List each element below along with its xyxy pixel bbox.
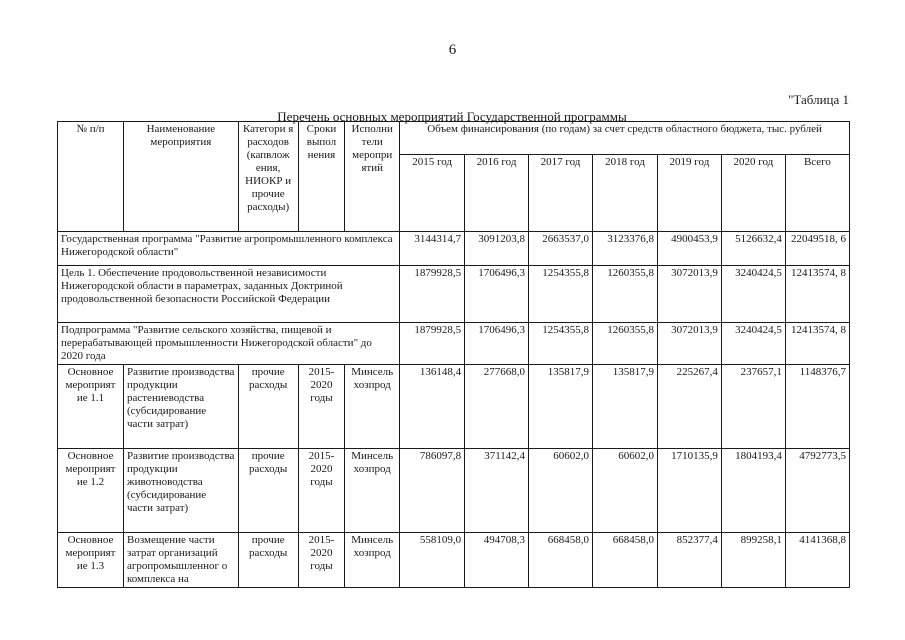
header-name: Наименование мероприятия — [123, 122, 238, 232]
value-2019: 852377,4 — [657, 533, 721, 588]
header-year-2017: 2017 год — [529, 155, 593, 232]
value-2020: 5126632,4 — [721, 232, 785, 266]
header-year-2018: 2018 год — [592, 155, 657, 232]
value-total: 22049518, 6 — [785, 232, 849, 266]
table-row — [58, 232, 850, 266]
value-2019: 4900453,9 — [657, 232, 721, 266]
value-2020: 3240424,5 — [721, 323, 785, 365]
value-2015: 1879928,5 — [400, 266, 465, 323]
value-2017: 668458,0 — [529, 533, 593, 588]
value-total: 4141368,8 — [785, 533, 849, 588]
value-2017: 2663537,0 — [529, 232, 593, 266]
page-number: 6 — [448, 42, 457, 58]
value-2018: 668458,0 — [592, 533, 657, 588]
value-2020: 3240424,5 — [721, 266, 785, 323]
value-total: 12413574, 8 — [785, 266, 849, 323]
value-2015: 1879928,5 — [400, 323, 465, 365]
value-2018: 60602,0 — [592, 449, 657, 533]
value-total: 1148376,7 — [785, 365, 849, 449]
table-label: "Таблица 1 — [788, 92, 849, 107]
activity-category: прочие расходы — [238, 533, 298, 588]
value-2020: 237657,1 — [721, 365, 785, 449]
program-title: Государственная программа "Развитие агропромышленного комплекса Нижегородской области" — [58, 232, 400, 266]
value-2016: 3091203,8 — [465, 232, 529, 266]
value-2019: 225267,4 — [657, 365, 721, 449]
goal-title: Цель 1. Обеспечение продовольственной независимости Нижегородской области в параметрах, заданных Доктриной продовольственной безопасности Российской Федерации — [58, 266, 400, 323]
activity-category: прочие расходы — [238, 365, 298, 449]
activity-term: 2015- 2020 годы — [298, 365, 345, 449]
activities-table — [57, 121, 850, 588]
table-caption: Перечень основных мероприятий Государственной программы — [277, 109, 627, 124]
value-2015: 786097,8 — [400, 449, 465, 533]
value-2019: 3072013,9 — [657, 266, 721, 323]
value-2017: 135817,9 — [529, 365, 593, 449]
value-2015: 558109,0 — [400, 533, 465, 588]
value-2015: 136148,4 — [400, 365, 465, 449]
activity-name: Возмещение части затрат организаций агропромышленног о комплекса на — [123, 533, 238, 588]
value-2015: 3144314,7 — [400, 232, 465, 266]
activity-name: Развитие производства продукции растениеводства (субсидирование части затрат) — [123, 365, 238, 449]
activity-category: прочие расходы — [238, 449, 298, 533]
activity-num: Основное мероприят ие 1.3 — [58, 533, 124, 588]
value-2016: 494708,3 — [465, 533, 529, 588]
value-total: 4792773,5 — [785, 449, 849, 533]
header-funding: Объем финансирования (по годам) за счет средств областного бюджета, тыс. рублей — [400, 122, 850, 155]
activity-executor: Минсель хозпрод — [345, 533, 400, 588]
header-num: № п/п — [58, 122, 124, 232]
value-2019: 1710135,9 — [657, 449, 721, 533]
value-2018: 1260355,8 — [592, 266, 657, 323]
activity-executor: Минсель хозпрод — [345, 365, 400, 449]
activity-num: Основное мероприят ие 1.1 — [58, 365, 124, 449]
activity-num: Основное мероприят ие 1.2 — [58, 449, 124, 533]
header-term: Сроки выпол нения — [298, 122, 345, 232]
table-row — [58, 266, 850, 323]
value-2016: 1706496,3 — [465, 323, 529, 365]
value-total: 12413574, 8 — [785, 323, 849, 365]
header-year-2015: 2015 год — [400, 155, 465, 232]
header-category: Категори я расходов (капвлож ения, НИОКР и прочие расходы) — [238, 122, 298, 232]
header-total: Всего — [785, 155, 849, 232]
value-2018: 3123376,8 — [592, 232, 657, 266]
value-2018: 1260355,8 — [592, 323, 657, 365]
value-2016: 371142,4 — [465, 449, 529, 533]
value-2018: 135817,9 — [592, 365, 657, 449]
activity-term: 2015- 2020 годы — [298, 533, 345, 588]
value-2016: 1706496,3 — [465, 266, 529, 323]
value-2016: 277668,0 — [465, 365, 529, 449]
activity-name: Развитие производства продукции животноводства (субсидирование части затрат) — [123, 449, 238, 533]
subprogram-title: Подпрограмма "Развитие сельского хозяйства, пищевой и перерабатывающей промышленности Нижегородской области" до 2020 года — [58, 323, 400, 365]
table-row — [58, 323, 850, 365]
value-2019: 3072013,9 — [657, 323, 721, 365]
value-2017: 1254355,8 — [529, 323, 593, 365]
value-2017: 1254355,8 — [529, 266, 593, 323]
header-year-2019: 2019 год — [657, 155, 721, 232]
table-row — [58, 533, 850, 588]
value-2020: 1804193,4 — [721, 449, 785, 533]
value-2017: 60602,0 — [529, 449, 593, 533]
value-2020: 899258,1 — [721, 533, 785, 588]
header-year-2020: 2020 год — [721, 155, 785, 232]
table-row — [58, 365, 850, 449]
activity-executor: Минсель хозпрод — [345, 449, 400, 533]
activity-term: 2015- 2020 годы — [298, 449, 345, 533]
header-year-2016: 2016 год — [465, 155, 529, 232]
header-executor: Исполни тели меропри ятий — [345, 122, 400, 232]
table-row — [58, 449, 850, 533]
